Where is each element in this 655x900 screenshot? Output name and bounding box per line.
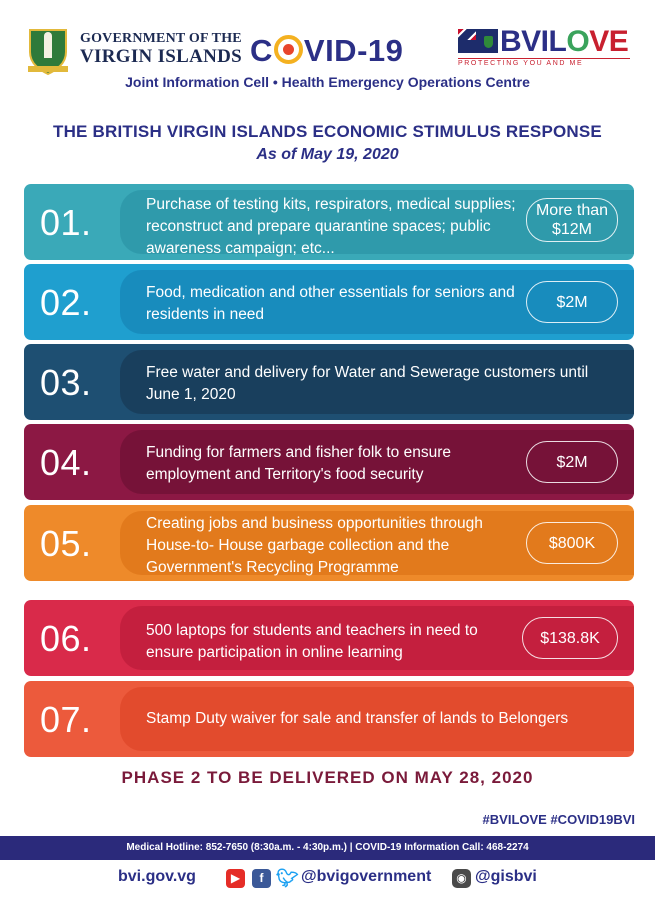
stimulus-row bbox=[24, 600, 634, 676]
row-description: Creating jobs and business opportunities through House-to- House garbage collection and the Government's Recycling Programme bbox=[146, 515, 483, 576]
website-link[interactable]: bvi.gov.vg bbox=[118, 868, 196, 885]
header bbox=[0, 0, 655, 110]
row-number: 06. bbox=[40, 618, 92, 659]
funding-amount-badge: $138.8K bbox=[522, 617, 618, 659]
page-subtitle: As of May 19, 2020 bbox=[256, 146, 399, 163]
row-description: Purchase of testing kits, respirators, medical supplies; reconstruct and prepare quarantine spaces; public awareness campaign; etc... bbox=[146, 196, 516, 257]
funding-amount-badge: More than $12M bbox=[526, 198, 618, 242]
virus-icon bbox=[274, 35, 303, 64]
footer-hotline-bar: Medical Hotline: 852-7650 (8:30a.m. - 4:30p.m.) | COVID-19 Information Call: 468-2274 bbox=[0, 836, 655, 860]
row-description: Free water and delivery for Water and Sewerage customers until June 1, 2020 bbox=[146, 364, 589, 403]
bvilove-tagline: PROTECTING YOU AND ME bbox=[458, 58, 630, 67]
covid-logo-rest: VID-19 bbox=[303, 33, 404, 68]
gov-line-2: VIRGIN ISLANDS bbox=[80, 46, 243, 67]
coat-of-arms-icon bbox=[24, 26, 72, 76]
row-description: Stamp Duty waiver for sale and transfer of lands to Belongers bbox=[146, 710, 569, 727]
row-description: Food, medication and other essentials for seniors and residents in need bbox=[146, 284, 515, 323]
row-number: 07. bbox=[40, 699, 92, 740]
stimulus-row bbox=[24, 424, 634, 500]
stimulus-row bbox=[24, 184, 634, 260]
government-logo-text bbox=[80, 30, 242, 66]
row-description: 500 laptops for students and teachers in need to ensure participation in online learning bbox=[146, 622, 478, 661]
footer-links bbox=[0, 866, 655, 892]
row-number: 02. bbox=[40, 282, 92, 323]
joint-information-cell-subhead: Joint Information Cell • Health Emergency Operations Centre bbox=[125, 74, 530, 90]
covid-logo-c: C bbox=[250, 33, 273, 68]
row-number: 01. bbox=[40, 202, 92, 243]
funding-amount-badge: $800K bbox=[526, 522, 618, 564]
bvilove-o: O bbox=[566, 25, 590, 58]
facebook-icon[interactable]: f bbox=[252, 869, 271, 888]
bvilove-bvil: BVIL bbox=[500, 25, 567, 58]
funding-amount-badge: $2M bbox=[526, 441, 618, 483]
social-handle-bvigovernment[interactable]: @bvigovernment bbox=[301, 868, 432, 885]
row-number: 04. bbox=[40, 442, 92, 483]
stimulus-row bbox=[24, 505, 634, 581]
page-title: THE BRITISH VIRGIN ISLANDS ECONOMIC STIMULUS RESPONSE bbox=[53, 122, 602, 141]
bvilove-wordmark bbox=[500, 25, 628, 59]
covid-19-logo bbox=[250, 33, 403, 69]
bvilove-ve: VE bbox=[589, 25, 629, 58]
row-number: 05. bbox=[40, 523, 92, 564]
youtube-icon[interactable]: ▶ bbox=[226, 869, 245, 888]
social-handle-gisbvi[interactable]: @gisbvi bbox=[475, 868, 537, 885]
stimulus-row bbox=[24, 681, 634, 757]
phase-2-notice: PHASE 2 TO BE DELIVERED ON MAY 28, 2020 bbox=[121, 768, 534, 787]
bvi-flag-icon bbox=[458, 29, 498, 53]
row-description: Funding for farmers and fisher folk to ensure employment and Territory's food security bbox=[146, 444, 451, 483]
row-number: 03. bbox=[40, 362, 92, 403]
stimulus-row bbox=[24, 264, 634, 340]
funding-amount-badge: $2M bbox=[526, 281, 618, 323]
hashtags: #BVILOVE #COVID19BVI bbox=[482, 812, 635, 827]
twitter-icon[interactable]: 🐦︎ bbox=[276, 868, 299, 888]
stimulus-row bbox=[24, 344, 634, 420]
instagram-icon[interactable]: ◉ bbox=[452, 869, 471, 888]
gov-line-1: GOVERNMENT OF THE bbox=[80, 31, 242, 46]
bvilove-logo bbox=[458, 25, 633, 75]
